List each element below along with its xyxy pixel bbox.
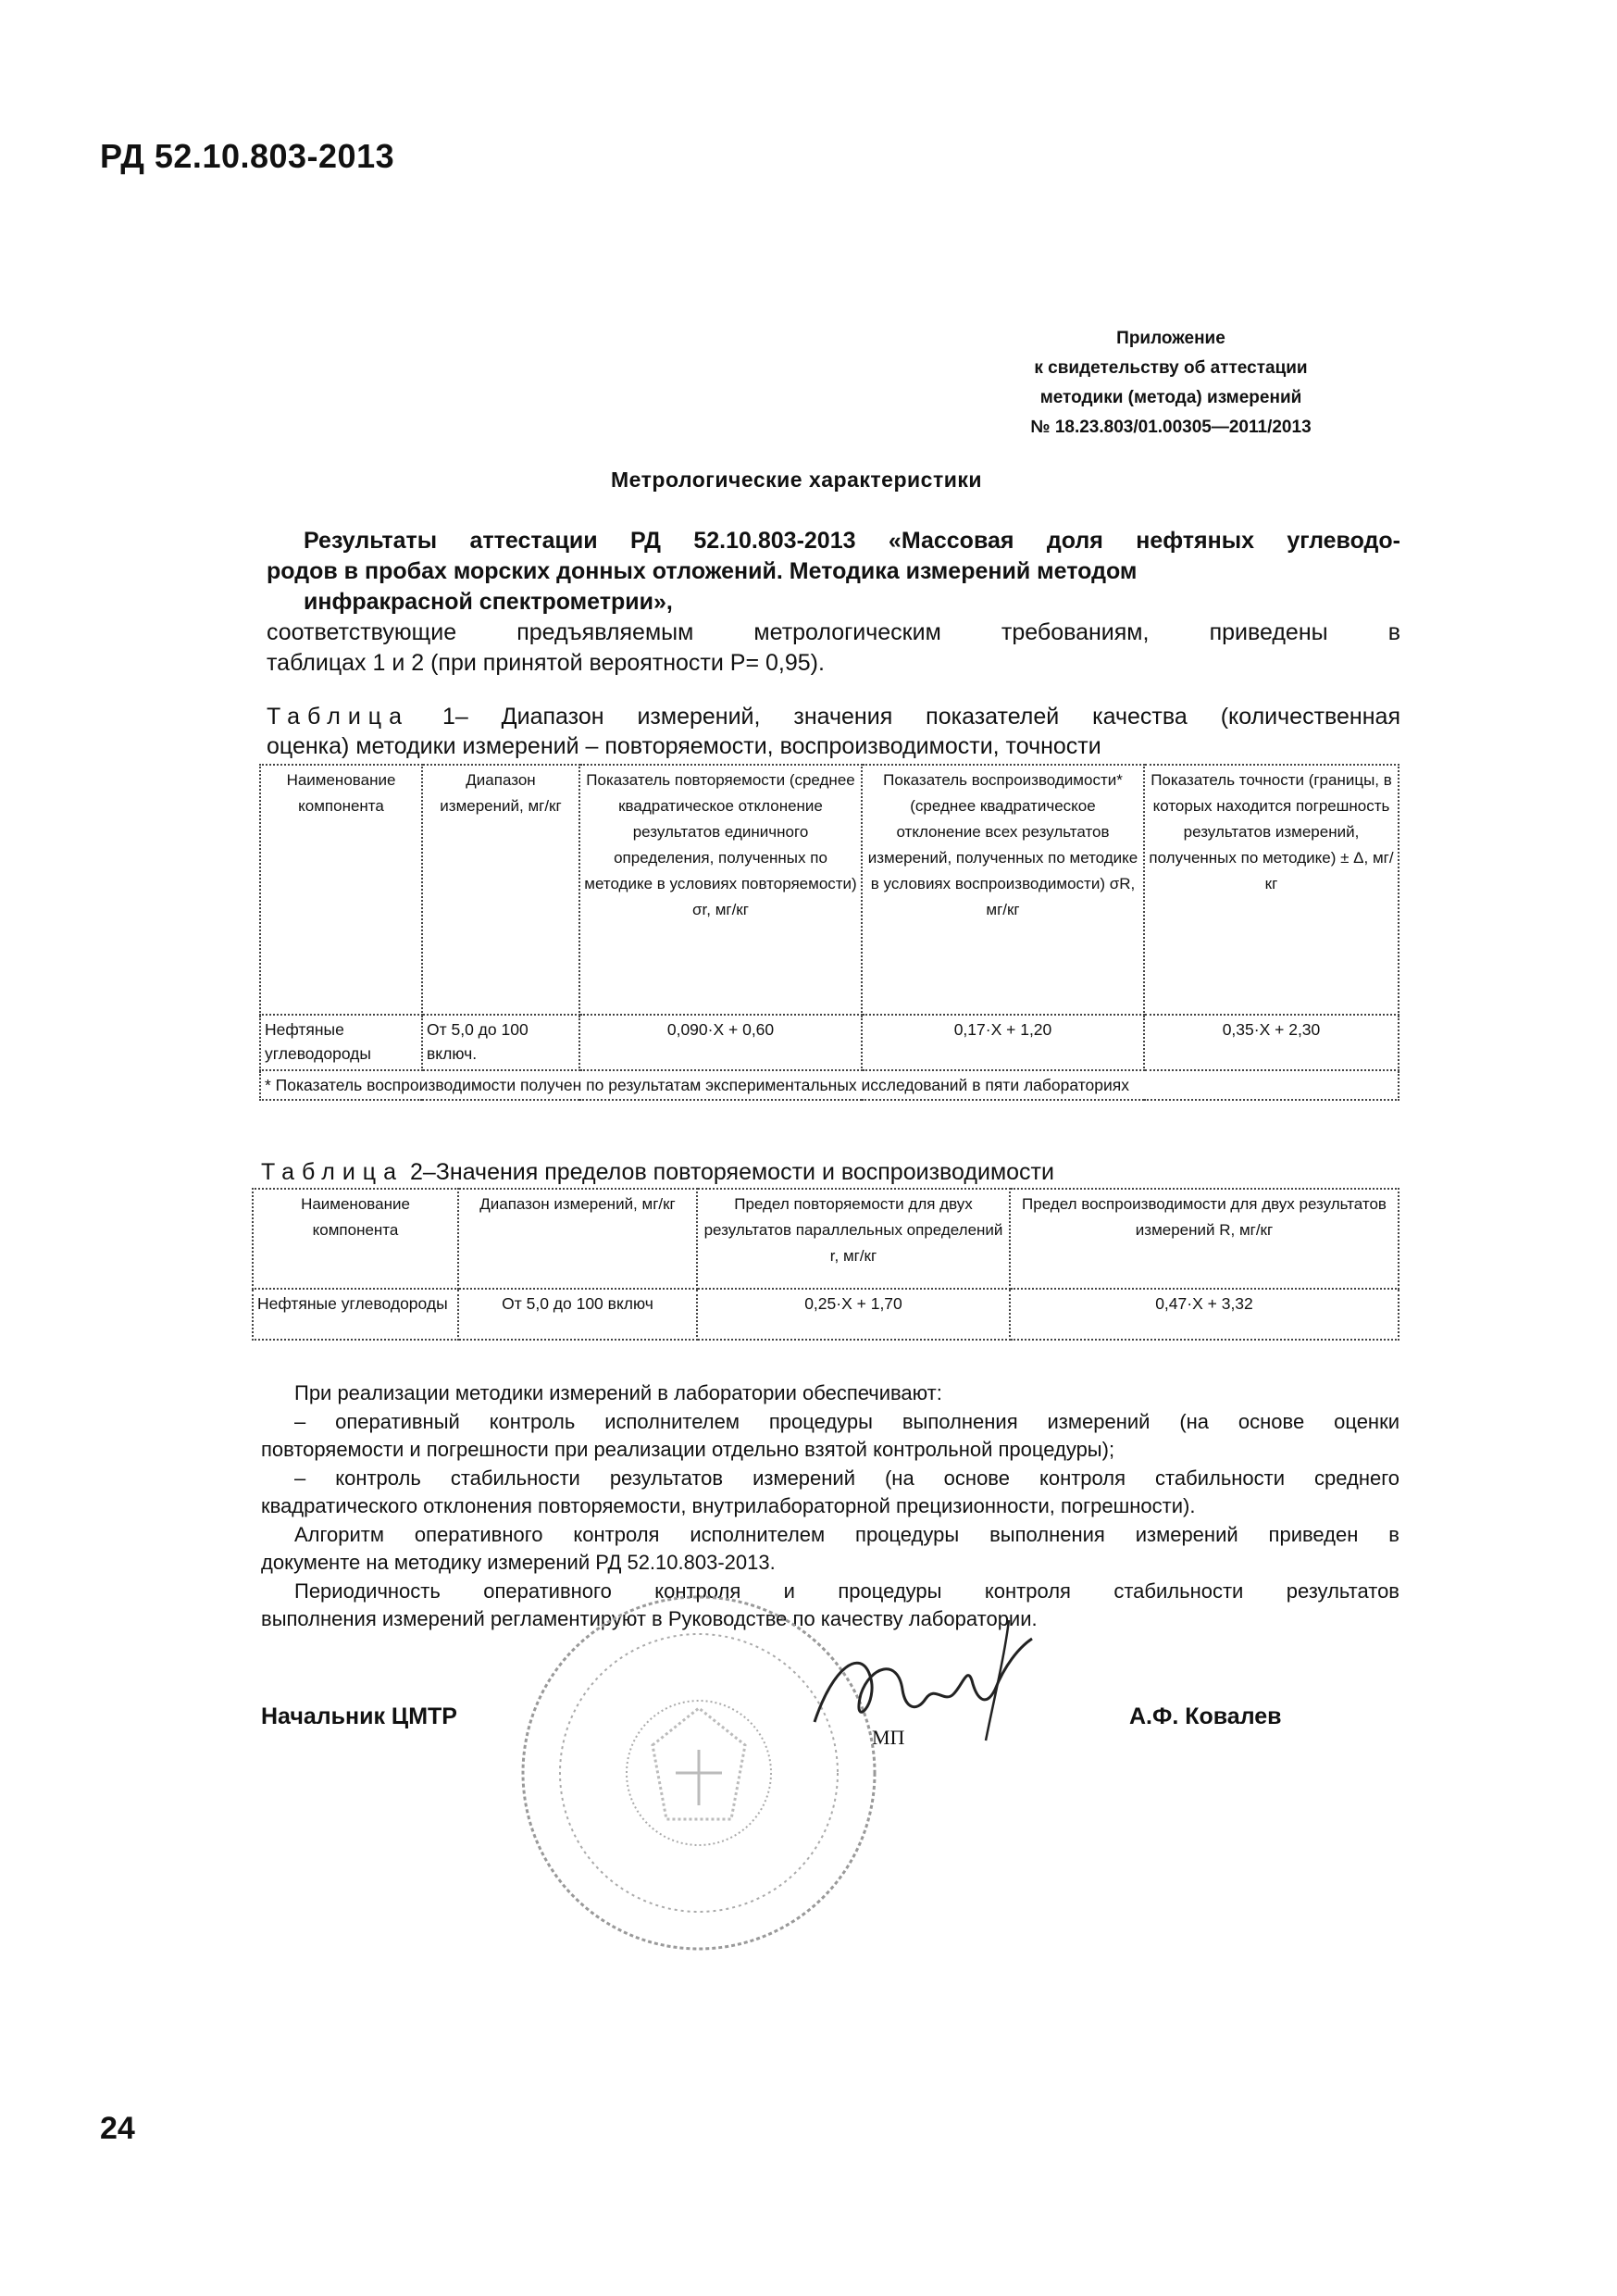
appendix-block xyxy=(972,324,1370,443)
table-header-cell: Предел воспроизводимости для двух результатов измерений R, мг/кг xyxy=(1010,1189,1399,1289)
table-cell: 0,090·X + 0,60 xyxy=(579,1015,862,1070)
appendix-line: методики (метода) измерений xyxy=(1039,388,1302,407)
body-paragraph: – оперативный контроль исполнителем процедуры выполнения измерений (на основе оценки xyxy=(294,1409,1399,1433)
appendix-line: к свидетельству об аттестации xyxy=(1034,358,1308,378)
table2-caption-text: 2–Значения пределов повторяемости и воспроизводимости xyxy=(404,1159,1054,1185)
table-header-cell: Наименование компонента xyxy=(253,1189,458,1289)
table-header-cell: Диапазон измерений, мг/кг xyxy=(458,1189,697,1289)
table2-caption xyxy=(261,1157,1054,1187)
table2 xyxy=(252,1188,1399,1341)
body-paragraph: Периодичность оперативного контроля и процедуры контроля стабильности результатов xyxy=(294,1578,1399,1603)
table-cell: 0,47·X + 3,32 xyxy=(1010,1289,1399,1340)
table-cell: 0,25·X + 1,70 xyxy=(697,1289,1010,1340)
table-cell: 0,17·X + 1,20 xyxy=(862,1015,1144,1070)
table1-caption-word: Таблица xyxy=(267,704,410,730)
intro-line: таблицах 1 и 2 (при принятой вероятности P= 0,95). xyxy=(267,650,825,676)
table-cell: Нефтяные углеводороды xyxy=(260,1015,422,1070)
table-header-row xyxy=(253,1189,1399,1289)
table-footnote: * Показатель воспроизводимости получен по результатам экспериментальных исследований в пяти лабораториях xyxy=(260,1070,1399,1100)
table1 xyxy=(259,764,1399,1101)
table-header-cell: Показатель воспроизводимости* (среднее квадратическое отклонение всех результатов измерений, полученных по методике в условиях воспроизводимости) σR, мг/кг xyxy=(862,765,1144,1015)
intro-paragraph xyxy=(267,526,1400,679)
body-paragraph: Алгоритм оперативного контроля исполнителем процедуры выполнения измерений приведен в xyxy=(294,1522,1399,1546)
handwritten-signature xyxy=(796,1611,1074,1759)
table-header-cell: Наименование компонента xyxy=(260,765,422,1015)
table-cell: От 5,0 до 100 включ. xyxy=(422,1015,579,1070)
table-header-cell: Показатель точности (границы, в которых находится погрешность результатов измерений, полученных по методике) ± Δ, мг/кг xyxy=(1144,765,1399,1015)
table-header-cell: Диапазон измерений, мг/кг xyxy=(422,765,579,1015)
table-header-cell: Предел повторяемости для двух результатов параллельных определений r, мг/кг xyxy=(697,1189,1010,1289)
table-cell: От 5,0 до 100 включ xyxy=(458,1289,697,1340)
table-row xyxy=(253,1289,1399,1340)
table-footnote-row xyxy=(260,1070,1399,1100)
table1-caption-line: оценка) методики измерений – повторяемости, воспроизводимости, точности xyxy=(267,733,1101,759)
table1-caption xyxy=(267,702,1400,761)
body-paragraph: – контроль стабильности результатов измерений (на основе контроля стабильности среднего xyxy=(294,1466,1399,1490)
page-title: Метрологические характеристики xyxy=(611,468,983,492)
table-cell: 0,35·X + 2,30 xyxy=(1144,1015,1399,1070)
body-paragraph: повторяемости и погрешности при реализации отдельно взятой контрольной процедуры); xyxy=(261,1438,1115,1461)
body-paragraph: выполнения измерений регламентируют в Руководстве по качеству лаборатории. xyxy=(261,1607,1038,1630)
body-paragraph: документе на методику измерений РД 52.10.803-2013. xyxy=(261,1551,776,1574)
intro-line: инфракрасной спектрометрии», xyxy=(304,589,673,615)
table-cell: Нефтяные углеводороды xyxy=(253,1289,458,1340)
document-code: РД 52.10.803-2013 xyxy=(100,137,395,175)
table1-caption-line xyxy=(267,702,1400,731)
body-paragraph: При реализации методики измерений в лаборатории обеспечивают: xyxy=(294,1381,942,1404)
page-number: 24 xyxy=(100,2111,135,2146)
appendix-line: № 18.23.803/01.00305—2011/2013 xyxy=(1030,418,1312,437)
table2-caption-word: Таблица xyxy=(261,1159,404,1185)
table1-caption-text: 1– Диапазон измерений, значения показателей качества (количественная xyxy=(409,704,1400,730)
table-row xyxy=(260,1015,1399,1070)
body-paragraph: квадратического отклонения повторяемости, внутрилабораторной прецизионности, погрешности). xyxy=(261,1494,1196,1517)
signatory-position: Начальник ЦМТР xyxy=(261,1703,457,1729)
signatory-name: А.Ф. Ковалев xyxy=(1129,1703,1282,1729)
appendix-line: Приложение xyxy=(1116,329,1225,348)
table-header-row xyxy=(260,765,1399,1015)
stamp-mark: МП xyxy=(872,1726,905,1749)
table-header-cell: Показатель повторяемости (среднее квадратическое отклонение результатов единичного определения, полученных по методике в условиях повторяемости) σr, мг/кг xyxy=(579,765,862,1015)
intro-line: родов в пробах морских донных отложений. Методика измерений методом xyxy=(267,558,1138,584)
intro-line: Результаты аттестации РД 52.10.803-2013 «Массовая доля нефтяных углеводо- xyxy=(304,528,1400,554)
intro-line: соответствующие предъявляемым метрологическим требованиям, приведены в xyxy=(267,619,1400,645)
